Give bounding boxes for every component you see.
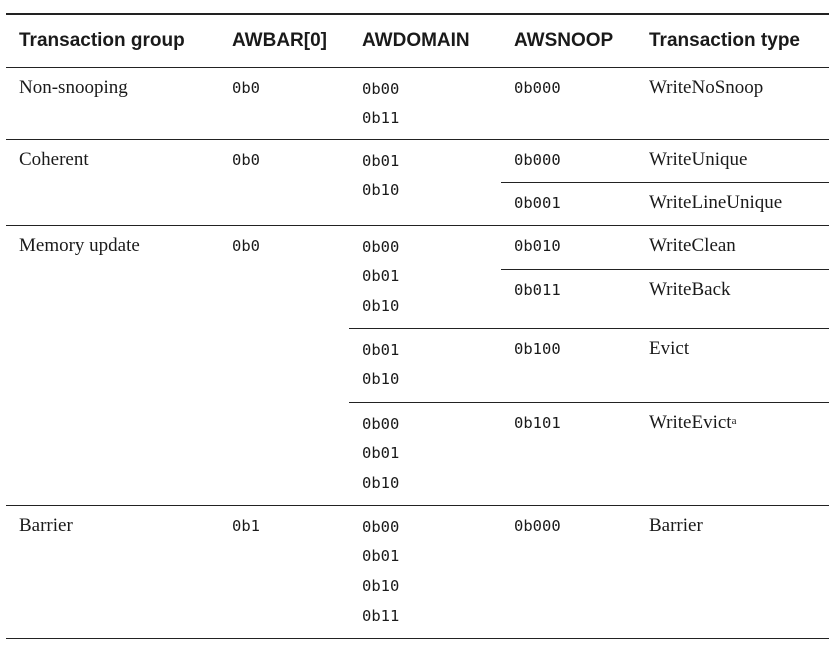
transaction-type: WriteLineUnique (636, 182, 829, 225)
awdomain-value: 0b10 (362, 181, 400, 200)
awdomain-values (349, 328, 501, 402)
awdomain-value: 0b10 (362, 370, 400, 389)
header-awsnoop: AWSNOOP (501, 14, 636, 67)
header-awbar: AWBAR[0] (219, 14, 349, 67)
awdomain-value: 0b01 (362, 151, 400, 170)
awdomain-value: 0b01 (362, 340, 400, 359)
awbar-value: 0b0 (232, 78, 260, 97)
awsnoop-value: 0b000 (514, 78, 561, 97)
awsnoop-value: 0b011 (501, 269, 636, 328)
group-name: Coherent (6, 139, 219, 225)
awbar-value: 0b0 (219, 225, 349, 505)
awdomain-values (349, 505, 501, 638)
awdomain-value: 0b01 (362, 267, 400, 286)
awdomain-value: 0b00 (362, 414, 400, 433)
transaction-type: WriteUnique (636, 139, 829, 182)
awdomain-value: 0b10 (362, 296, 400, 315)
footnote-marker: a (731, 414, 737, 427)
table-row (6, 67, 829, 139)
transaction-table (6, 13, 829, 639)
awsnoop-value: 0b101 (501, 402, 636, 505)
awsnoop-value: 0b010 (501, 225, 636, 269)
awdomain-values (349, 67, 501, 139)
transaction-type: Evict (636, 328, 829, 402)
transaction-type: WriteBack (636, 269, 829, 328)
awdomain-value: 0b00 (362, 79, 400, 98)
awdomain-value: 0b11 (362, 109, 400, 128)
awsnoop-value: 0b000 (501, 139, 636, 182)
awbar-value: 0b0 (219, 139, 349, 225)
transaction-type-cell (636, 402, 829, 505)
awdomain-value: 0b11 (362, 606, 400, 625)
awdomain-value: 0b01 (362, 547, 400, 566)
awdomain-value: 0b01 (362, 444, 400, 463)
header-transaction-group: Transaction group (6, 14, 219, 67)
awsnoop-value: 0b000 (501, 505, 636, 638)
transaction-type: Barrier (636, 505, 829, 638)
table-row (6, 139, 829, 182)
group-name: Barrier (6, 505, 219, 638)
awdomain-value: 0b00 (362, 237, 400, 256)
awdomain-values (349, 139, 501, 225)
awdomain-value: 0b00 (362, 517, 400, 536)
awsnoop-value: 0b001 (501, 182, 636, 225)
header-transaction-type: Transaction type (636, 14, 829, 67)
awdomain-values (349, 402, 501, 505)
header-awdomain: AWDOMAIN (349, 14, 501, 67)
group-name: Non-snooping (19, 76, 128, 98)
transaction-type: WriteClean (636, 225, 829, 269)
group-name: Memory update (6, 225, 219, 505)
awsnoop-value: 0b100 (501, 328, 636, 402)
table-row (6, 225, 829, 269)
header-row (6, 14, 829, 67)
table-row (6, 505, 829, 638)
awbar-value: 0b1 (219, 505, 349, 638)
awdomain-value: 0b10 (362, 473, 400, 492)
transaction-type: WriteEvict (649, 411, 732, 433)
awdomain-values (349, 225, 501, 328)
awdomain-value: 0b10 (362, 576, 400, 595)
transaction-type: WriteNoSnoop (649, 76, 764, 98)
